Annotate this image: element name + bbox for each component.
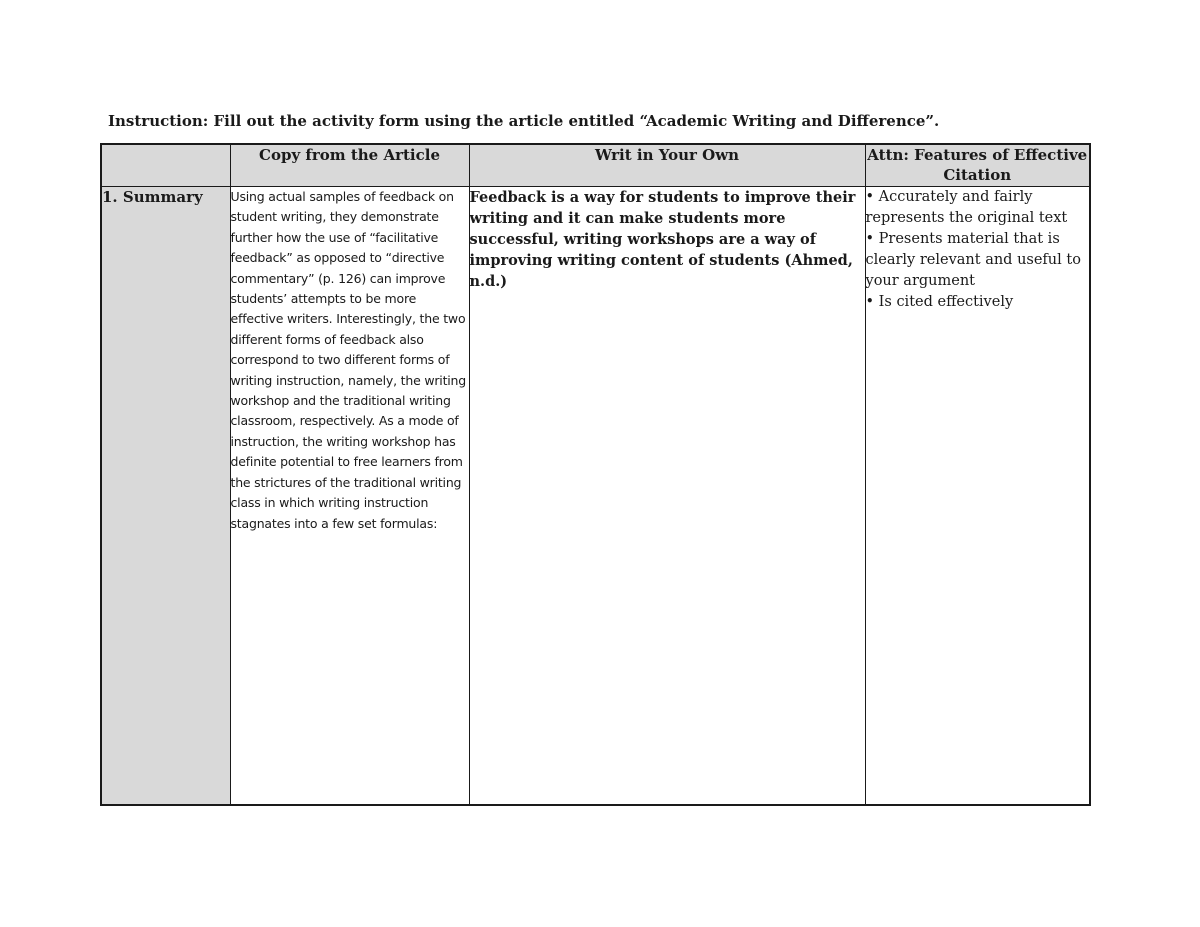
citation-feature-item: • Presents material that is clearly relevant and useful to your argument — [865, 231, 1081, 289]
header-features-citation: Attn: Features of Effective Citation — [865, 144, 1090, 187]
citation-features-list — [865, 187, 1090, 806]
header-write-in-own: Writ in Your Own — [469, 144, 865, 187]
header-blank-cell — [101, 144, 230, 187]
activity-form-table — [100, 143, 1091, 806]
instruction-heading: Instruction: Fill out the activity form using the article entitled “Academic Writing and Difference”. — [108, 112, 940, 130]
copied-article-text: Using actual samples of feedback on student writing, they demonstrate further how the use of “facilitative feedback” as opposed to “directive commentary” (p. 126) can improve students’ attempts to be more effective writers. Interestingly, the two different forms of feedback also correspond to two different forms of writing instruction, namely, the writing workshop and the traditional writing classroom, respectively. As a mode of instruction, the writing workshop has definite potential to free learners from the strictures of the traditional writing class in which writing instruction stagnates into a few set formulas: — [230, 187, 469, 806]
header-row — [101, 144, 1090, 187]
citation-feature-item: • Accurately and fairly represents the original text — [865, 189, 1068, 226]
header-copy-from-article: Copy from the Article — [230, 144, 469, 187]
citation-feature-item: • Is cited effectively — [865, 294, 1014, 310]
own-words-summary: Feedback is a way for students to improve their writing and it can make students more successful, writing workshops are a way of improving writing content of students (Ahmed, n.d.) — [469, 187, 865, 806]
row-label-summary: 1. Summary — [101, 187, 230, 806]
summary-row — [101, 187, 1090, 806]
